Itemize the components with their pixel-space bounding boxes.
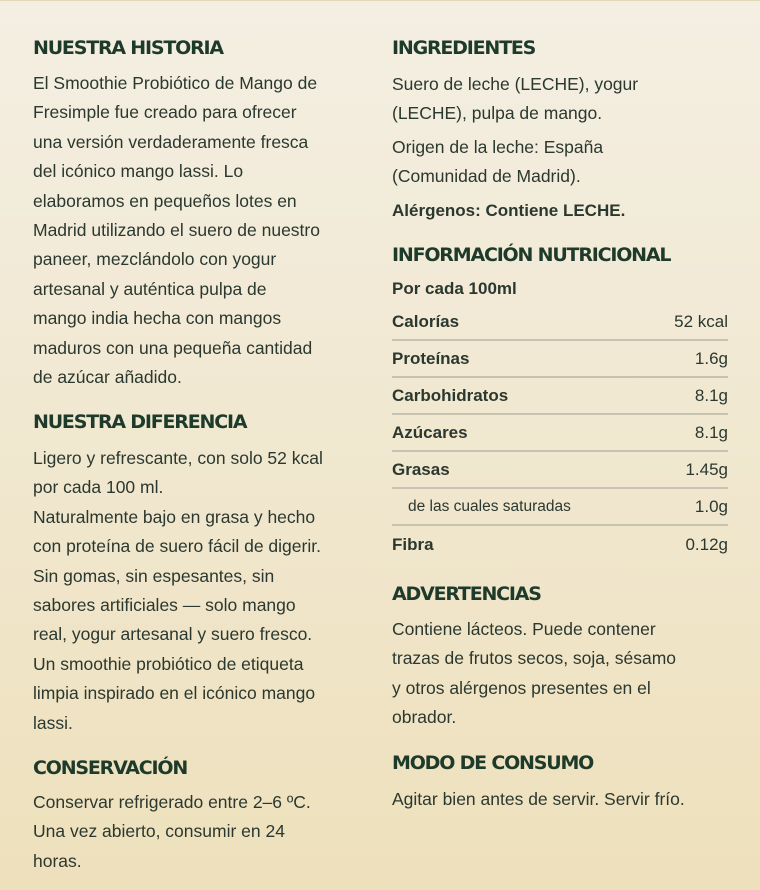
text-line: trazas de frutos secos, soja, sésamo <box>392 648 677 669</box>
text-line: una versión verdaderamente fresca <box>33 131 309 152</box>
nutrition-row <box>392 304 728 341</box>
origen-text <box>392 133 728 192</box>
nutrient-name: Fibra <box>392 534 434 554</box>
nutrient-value: 1.0g <box>694 496 728 516</box>
nutrition-row <box>392 489 728 526</box>
text-line: de azúcar añadido. <box>33 366 182 387</box>
text-line: (LECHE), pulpa de mango. <box>392 103 603 124</box>
nutrient-name: Carbohidratos <box>392 385 509 405</box>
text-line: El Smoothie Probiótico de Mango de <box>33 73 318 93</box>
diferencia-text <box>33 444 373 738</box>
alergenos-text: Alérgenos: Contiene LECHE. <box>392 200 626 220</box>
text-line: Sin gomas, sin espesantes, sin <box>33 565 275 586</box>
text-line: Fresimple fue creado para ofrecer <box>33 102 297 123</box>
text-line: del icónico mango lassi. Lo <box>33 161 244 182</box>
heading-modo: MODO DE CONSUMO <box>392 752 594 774</box>
nutrient-value: 1.45g <box>685 459 728 479</box>
nutrient-name: Calorías <box>392 311 460 331</box>
text-line: por cada 100 ml. <box>33 477 164 498</box>
modo-text <box>392 785 728 814</box>
text-line: horas. <box>33 850 82 871</box>
nutrition-row <box>392 415 728 452</box>
nutrient-value: 0.12g <box>685 534 728 554</box>
section-modo <box>392 751 728 814</box>
nutrient-value: 8.1g <box>694 422 728 442</box>
text-line: Una vez abierto, consumir en 24 <box>33 821 285 842</box>
text-line: elaboramos en pequeños lotes en <box>33 190 297 211</box>
heading-conservacion: CONSERVACIÓN <box>33 757 188 779</box>
nutrient-name: Azúcares <box>392 422 468 442</box>
heading-diferencia: NUESTRA DIFERENCIA <box>33 411 247 433</box>
section-nutricion <box>392 243 728 563</box>
section-conservacion <box>33 756 373 876</box>
ingredientes-text <box>392 70 728 129</box>
top-divider <box>0 0 760 1</box>
text-line: con proteína de suero fácil de digerir. <box>33 536 321 557</box>
text-line: lassi. <box>33 712 73 733</box>
nutrient-name: Proteínas <box>392 348 470 368</box>
section-diferencia <box>33 410 373 738</box>
heading-historia: NUESTRA HISTORIA <box>33 37 223 59</box>
text-line: artesanal y auténtica pulpa de <box>33 278 267 299</box>
nutrient-value: 52 kcal <box>674 311 728 331</box>
nutrient-name: de las cuales saturadas <box>408 497 571 515</box>
historia-text <box>33 69 373 392</box>
text-line: Madrid utilizando el suero de nuestro <box>33 219 320 240</box>
nutrient-value: 8.1g <box>694 385 728 405</box>
text-line: Un smoothie probiótico de etiqueta <box>33 653 304 674</box>
nutrition-row <box>392 378 728 415</box>
text-line: maduros con una pequeña cantidad <box>33 337 313 358</box>
heading-nutricion: INFORMACIÓN NUTRICIONAL <box>392 244 671 266</box>
section-ingredientes <box>392 36 728 225</box>
heading-ingredientes: INGREDIENTES <box>392 37 536 59</box>
nutrition-row <box>392 452 728 489</box>
conservacion-text <box>33 788 373 876</box>
section-advertencias <box>392 582 728 733</box>
nutrition-row <box>392 526 728 563</box>
text-line: Origen de la leche: España <box>392 136 604 157</box>
advertencias-text <box>392 615 728 733</box>
text-line: Naturalmente bajo en grasa y hecho <box>33 506 316 527</box>
text-line: Contiene lácteos. Puede contener <box>392 619 656 639</box>
text-line: Ligero y refrescante, con solo 52 kcal <box>33 448 323 468</box>
text-line: Agitar bien antes de servir. Servir frío. <box>392 789 685 809</box>
section-historia <box>33 36 373 392</box>
text-line: limpia inspirado en el icónico mango <box>33 683 316 704</box>
text-line: paneer, mezclándolo con yogur <box>33 249 277 270</box>
text-line: Suero de leche (LECHE), yogur <box>392 74 639 94</box>
per-serving-label: Por cada 100ml <box>392 279 517 298</box>
text-line: real, yogur artesanal y suero fresco. <box>33 624 313 645</box>
heading-advertencias: ADVERTENCIAS <box>392 583 541 605</box>
text-line: (Comunidad de Madrid). <box>392 166 581 187</box>
text-line: obrador. <box>392 707 457 728</box>
nutrient-value: 1.6g <box>694 348 728 368</box>
nutrition-row <box>392 341 728 378</box>
text-line: mango india hecha con mangos <box>33 308 282 329</box>
text-line: y otros alérgenos presentes en el <box>392 677 651 698</box>
nutrient-name: Grasas <box>392 459 450 479</box>
text-line: Conservar refrigerado entre 2–6 ºC. <box>33 792 311 812</box>
text-line: sabores artificiales — solo mango <box>33 594 296 615</box>
